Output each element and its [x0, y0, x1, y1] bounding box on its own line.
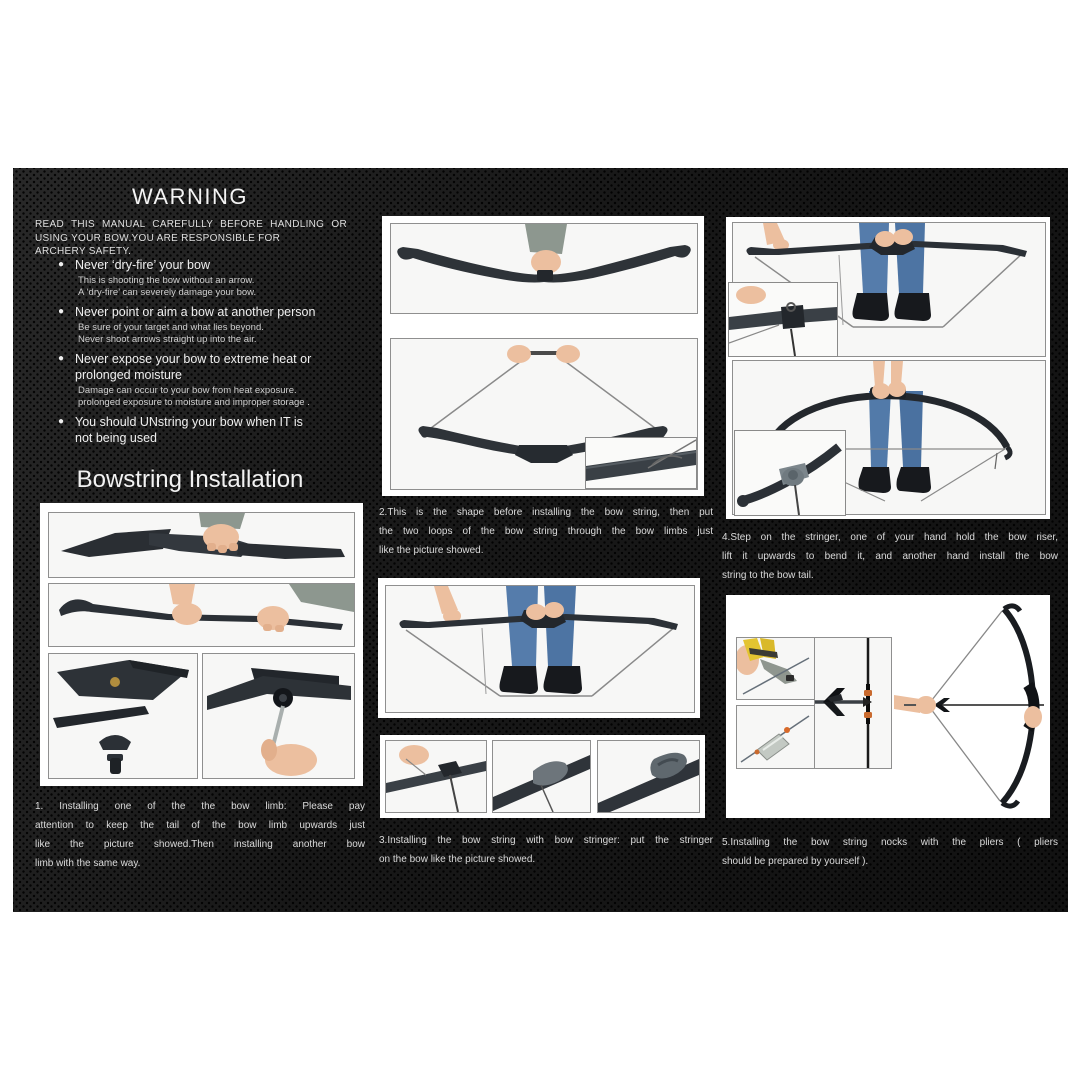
photo-limb-attach	[48, 583, 355, 647]
crimp-tube-image	[737, 706, 814, 768]
photo-stringer-saddle-closeup	[597, 740, 700, 813]
photo-panel-limb-install	[40, 503, 363, 786]
pliers-crimp-image	[737, 638, 814, 699]
limb-tip-closeup-image	[735, 431, 845, 515]
string-install-closeup-image	[729, 283, 837, 356]
photo-crimp-tube	[736, 705, 815, 769]
photo-unstrung-bow-held	[390, 223, 698, 314]
photo-limb-hold	[48, 512, 355, 578]
bullet-label: Never expose your bow to extreme heat or prolonged moisture	[75, 352, 312, 382]
unstrung-bow-image	[391, 224, 697, 313]
photo-panel-bend-bow	[726, 217, 1050, 519]
warning-bullet-4	[58, 414, 356, 448]
inset-limb-string-closeup	[585, 437, 697, 489]
step-5-text: 5.Installing the bow string nocks with the pliers ( pliers should be prepared by yourself ).	[722, 837, 1058, 867]
inset-string-install-closeup	[728, 282, 838, 357]
limb-string-closeup-image	[586, 438, 696, 488]
bullet-label: You should UNstring your bow when IT is not being used	[75, 415, 303, 445]
limb-parts-image	[49, 654, 197, 778]
bullet-dot-icon: ●	[58, 259, 65, 270]
bullet-detail: Damage can occur to your bow from heat exposure. prolonged exposure to moisture and improper storage .	[78, 385, 310, 408]
stringer-pad-image	[493, 741, 590, 812]
bullet-detail: This is shooting the bow without an arrow. A ‘dry-fire’ can severely damage your bow.	[78, 275, 257, 298]
photo-limb-screw	[202, 653, 355, 779]
photo-stringer-on-bow	[385, 585, 695, 713]
photo-arrow-nock	[814, 637, 892, 769]
bullet-label: Never point or aim a bow at another person	[75, 305, 316, 319]
bullet-detail: Be sure of your target and what lies beyond. Never shoot arrows straight up into the air.	[78, 322, 264, 345]
string-pull-image	[386, 741, 486, 812]
warning-intro: READ THIS MANUAL CAREFULLY BEFORE HANDLING OR USING YOUR BOW.YOU ARE RESPONSIBLE FOR ARCHERY SAFETY.	[35, 219, 347, 257]
warning-bullet-1	[58, 257, 356, 298]
limb-screw-image	[203, 654, 354, 778]
photo-stringer-pad-closeup	[492, 740, 591, 813]
step-3-text: 3.Installing the bow string with bow stringer: put the stringer on the bow like the picture showed.	[379, 835, 713, 865]
photo-limb-parts-exploded	[48, 653, 198, 779]
limb-attach-image	[49, 584, 354, 646]
warning-bullet-list	[58, 257, 356, 454]
stringer-on-bow-image	[386, 586, 694, 712]
warning-title: WARNING	[131, 184, 248, 209]
photo-panel-nocks	[726, 595, 1050, 818]
inset-limb-tip-closeup	[734, 430, 846, 516]
step-1-text: 1. Installing one of the the bow limb: Please pay attention to keep the tail of the bow limb upwards just like the picture showed.Then installing another bow limb with the same way.	[35, 801, 365, 869]
illustration-full-draw-bow	[894, 599, 1046, 814]
step-4-text: 4.Step on the stringer, one of your hand hold the bow riser, lift it upwards to bend it, and another hand install the bow string to the bow tail.	[722, 532, 1058, 581]
bullet-dot-icon: ●	[58, 416, 65, 427]
bullet-dot-icon: ●	[58, 353, 65, 364]
installation-title: Bowstring Installation	[76, 466, 304, 493]
bullet-label: Never ‘dry-fire’ your bow	[75, 258, 210, 272]
photo-panel-bow-shape	[382, 216, 704, 496]
bullet-dot-icon: ●	[58, 306, 65, 317]
photo-pliers-crimp	[736, 637, 815, 700]
photo-string-pull-closeup	[385, 740, 487, 813]
stringer-saddle-image	[598, 741, 699, 812]
photo-bow-with-string-loops	[390, 338, 698, 490]
warning-bullet-3	[58, 351, 356, 408]
photo-panel-stringer	[378, 578, 700, 718]
limb-hold-image	[49, 513, 354, 577]
warning-bullet-2	[58, 304, 356, 345]
arrow-nock-image	[815, 638, 891, 768]
step-2-text: 2.This is the shape before installing the bow string, then put the two loops of the bow string through the bow limbs just like the picture showed.	[379, 507, 713, 556]
